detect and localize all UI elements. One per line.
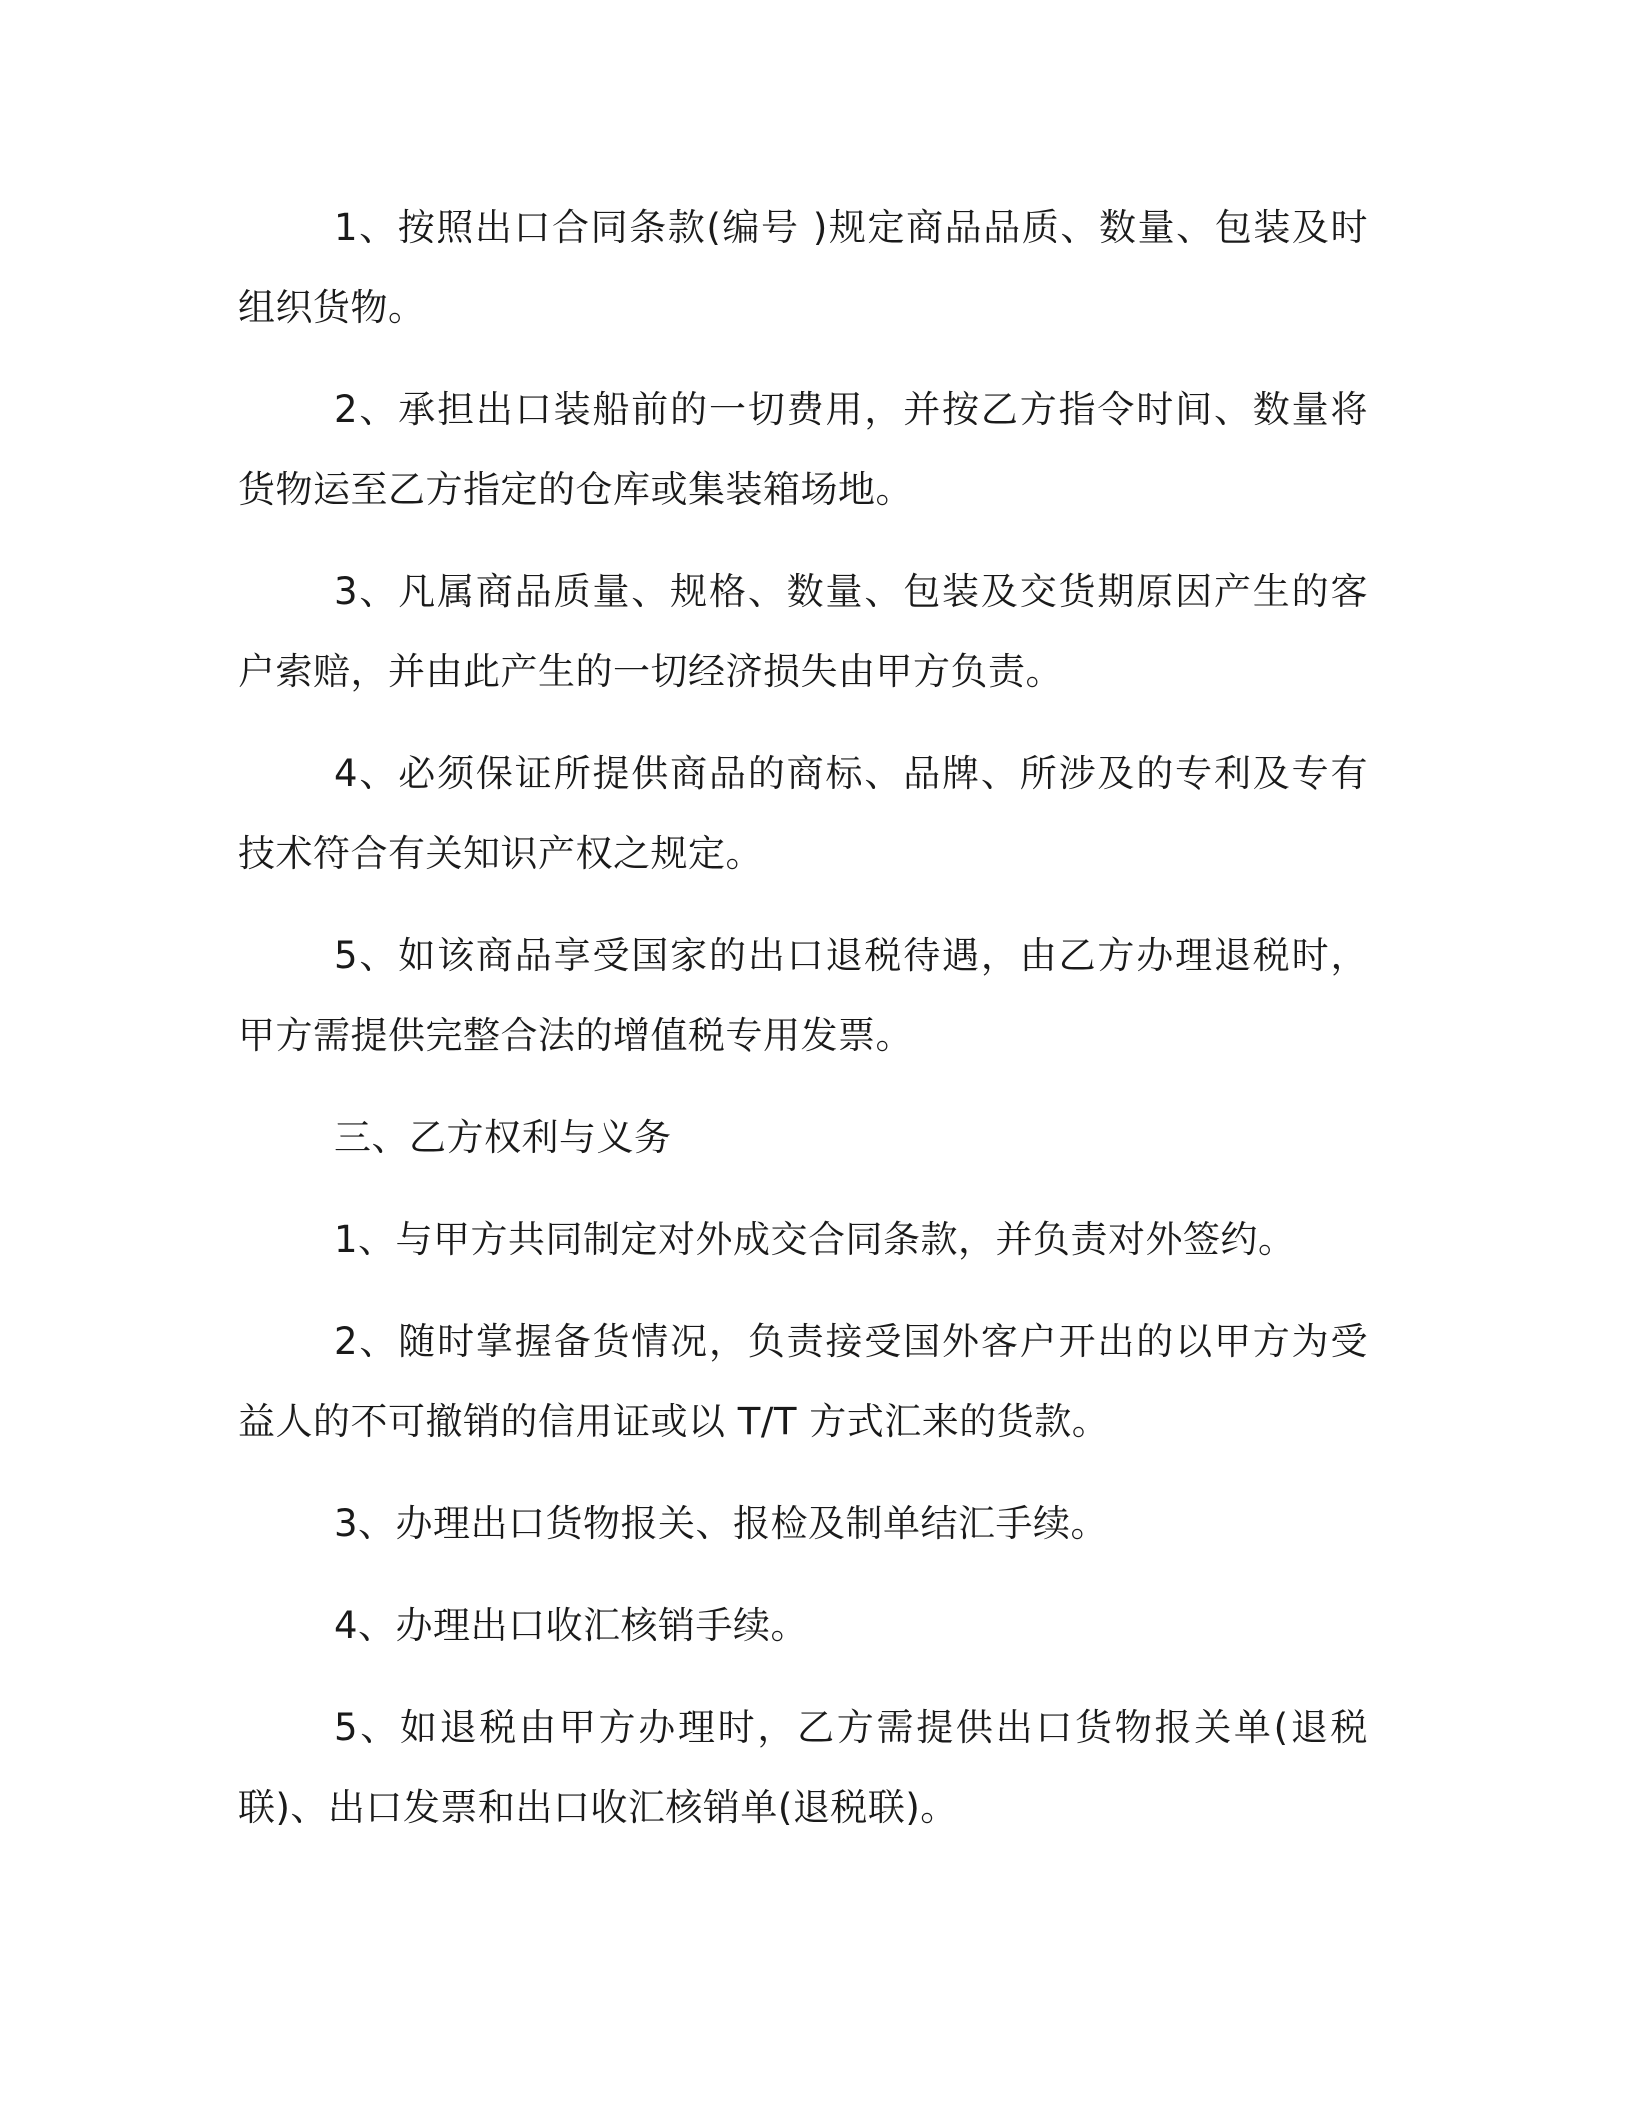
party-b-item-4: 4、办理出口收汇核销手续。 (334, 1604, 809, 1647)
party-a-item-3: 3、凡属商品质量、规格、数量、包装及交货期原因产生的客户索赔，并由此产生的一切经济损失由甲方负责。 (238, 570, 1368, 693)
party-b-item-2: 2、随时掌握备货情况，负责接受国外客户开出的以甲方为受益人的不可撤销的信用证或以 T/T 方式汇来的货款。 (238, 1320, 1368, 1443)
party-a-item-5: 5、如该商品享受国家的出口退税待遇，由乙方办理退税时，甲方需提供完整合法的增值税专用发票。 (238, 934, 1368, 1057)
party-a-item-1: 1、按照出口合同条款(编号 )规定商品品质、数量、包装及时组织货物。 (238, 206, 1368, 329)
party-a-item-4: 4、必须保证所提供商品的商标、品牌、所涉及的专利及专有技术符合有关知识产权之规定。 (238, 752, 1368, 875)
document-page (238, 188, 1368, 1870)
section-three-heading: 三、乙方权利与义务 (334, 1116, 672, 1159)
party-b-item-1: 1、与甲方共同制定对外成交合同条款，并负责对外签约。 (334, 1218, 1296, 1261)
party-b-item-5: 5、如退税由甲方办理时，乙方需提供出口货物报关单(退税联)、出口发票和出口收汇核销单(退税联)。 (238, 1706, 1368, 1829)
party-b-item-3: 3、办理出口货物报关、报检及制单结汇手续。 (334, 1502, 1109, 1545)
party-a-item-2: 2、承担出口装船前的一切费用，并按乙方指令时间、数量将货物运至乙方指定的仓库或集装箱场地。 (238, 388, 1368, 511)
